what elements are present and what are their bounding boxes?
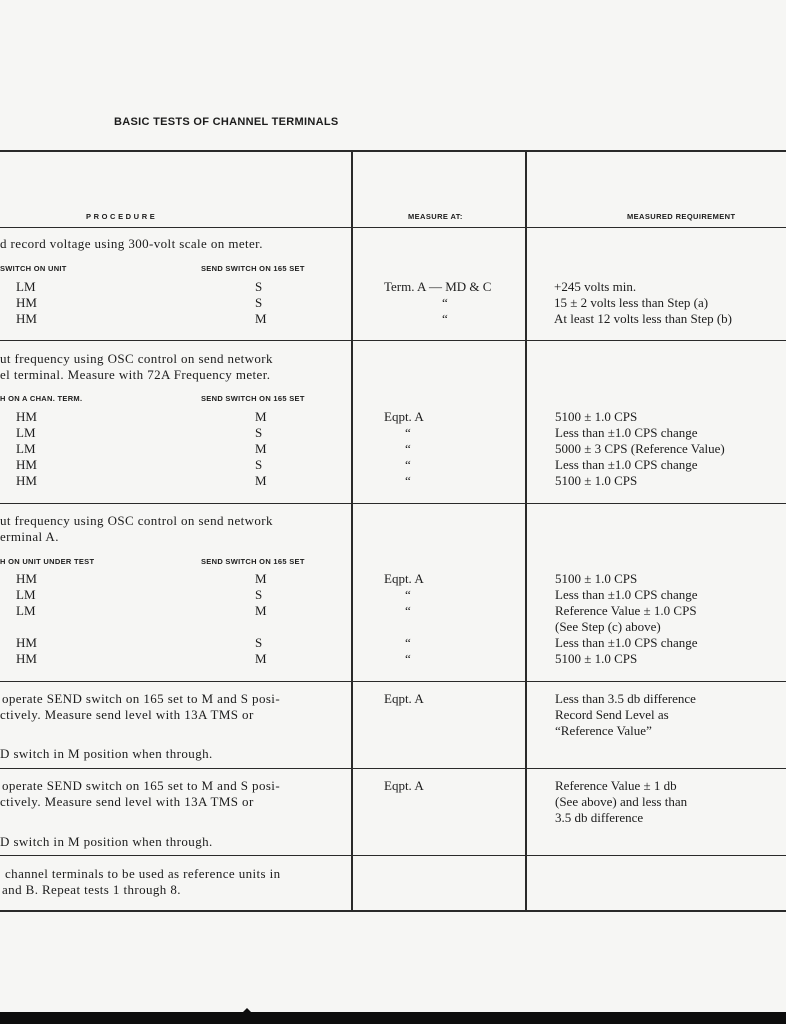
section3-row6-send: M — [255, 651, 267, 666]
section1-row2-measure: “ — [442, 295, 448, 310]
section2-subheader-right: SEND SWITCH ON 165 SET — [201, 394, 305, 403]
section3-row1-switch: HM — [16, 571, 37, 586]
section3-row5-switch: HM — [16, 635, 37, 650]
row-divider-4 — [0, 768, 786, 769]
section1-row3-switch: HM — [16, 311, 37, 326]
section1-row1-measure: Term. A — MD & C — [384, 279, 492, 294]
section2-row4-send: S — [255, 457, 263, 472]
section3-row3-requirement: Reference Value ± 1.0 CPS — [555, 603, 697, 618]
section3-row2-switch: LM — [16, 587, 36, 602]
scan-bottom-edge — [0, 1012, 786, 1024]
section1-row1-send: S — [255, 279, 263, 294]
section2-row3-switch: LM — [16, 441, 36, 456]
section3-row2-requirement: Less than ±1.0 CPS change — [555, 587, 698, 602]
section3-row5-send: S — [255, 635, 263, 650]
section2-row2-measure: “ — [405, 425, 411, 440]
section4-requirement-line3: “Reference Value” — [555, 723, 652, 738]
section1-row2-requirement: 15 ± 2 volts less than Step (a) — [554, 295, 709, 310]
section4-requirement-line2: Record Send Level as — [555, 707, 669, 722]
section5-requirement-line2: (See above) and less than — [555, 794, 688, 809]
section1-row3-requirement: At least 12 volts less than Step (b) — [554, 311, 733, 326]
section5-measure: Eqpt. A — [384, 778, 424, 793]
section2-row2-switch: LM — [16, 425, 36, 440]
section6-description-line1: channel terminals to be used as reference units in — [5, 866, 281, 881]
section2-row1-send: M — [255, 409, 267, 424]
row-divider-1 — [0, 340, 786, 341]
section2-row3-send: M — [255, 441, 267, 456]
section2-row2-send: S — [255, 425, 263, 440]
section2-row5-send: M — [255, 473, 267, 488]
row-divider-3 — [0, 681, 786, 682]
section2-description-line2: el terminal. Measure with 72A Frequency meter. — [0, 367, 271, 382]
requirement-header: MEASURED REQUIREMENT — [627, 212, 736, 221]
section2-row4-switch: HM — [16, 457, 37, 472]
section3-row2-measure: “ — [405, 587, 411, 602]
section1-subheader-left: SWITCH ON UNIT — [0, 264, 67, 273]
procedure-header: PROCEDURE — [86, 212, 158, 221]
column-divider-2 — [525, 150, 527, 912]
section5-description-line2: ctively. Measure send level with 13A TMS or — [0, 794, 254, 809]
section1-row2-send: S — [255, 295, 263, 310]
scan-edge-notch — [242, 1008, 252, 1013]
table-top-rule — [0, 150, 786, 152]
section1-subheader-right: SEND SWITCH ON 165 SET — [201, 264, 305, 273]
section1-row1-requirement: +245 volts min. — [554, 279, 637, 294]
section3-subheader-right: SEND SWITCH ON 165 SET — [201, 557, 305, 566]
section2-row2-requirement: Less than ±1.0 CPS change — [555, 425, 698, 440]
section5-requirement-line1: Reference Value ± 1 db — [555, 778, 677, 793]
section1-row2-switch: HM — [16, 295, 37, 310]
section2-row1-measure: Eqpt. A — [384, 409, 424, 424]
section2-row5-requirement: 5100 ± 1.0 CPS — [555, 473, 638, 488]
section2-row1-switch: HM — [16, 409, 37, 424]
section6-description-line2: and B. Repeat tests 1 through 8. — [2, 882, 181, 897]
measure-at-header: MEASURE AT: — [408, 212, 463, 221]
section3-row3-measure: “ — [405, 603, 411, 618]
section2-row5-switch: HM — [16, 473, 37, 488]
header-bottom-rule — [0, 227, 786, 228]
section2-subheader-left: H ON A CHAN. TERM. — [0, 394, 83, 403]
section3-description-line2: erminal A. — [0, 529, 59, 544]
section3-description-line1: ut frequency using OSC control on send network — [0, 513, 273, 528]
section4-description-line2: ctively. Measure send level with 13A TMS or — [0, 707, 254, 722]
section3-row4-requirement: (See Step (c) above) — [555, 619, 661, 634]
section2-row1-requirement: 5100 ± 1.0 CPS — [555, 409, 638, 424]
section1-row3-send: M — [255, 311, 267, 326]
section3-row6-measure: “ — [405, 651, 411, 666]
section5-requirement-line3: 3.5 db difference — [555, 810, 644, 825]
section4-note: D switch in M position when through. — [0, 746, 213, 761]
section5-description-line1: operate SEND switch on 165 set to M and S posi- — [2, 778, 281, 793]
section4-requirement-line1: Less than 3.5 db difference — [555, 691, 696, 706]
section2-row4-measure: “ — [405, 457, 411, 472]
section1-row3-measure: “ — [442, 311, 448, 326]
section3-row3-switch: LM — [16, 603, 36, 618]
section3-row6-requirement: 5100 ± 1.0 CPS — [555, 651, 638, 666]
section2-row4-requirement: Less than ±1.0 CPS change — [555, 457, 698, 472]
section3-row5-measure: “ — [405, 635, 411, 650]
page-title: BASIC TESTS OF CHANNEL TERMINALS — [114, 116, 339, 128]
section2-row3-measure: “ — [405, 441, 411, 456]
section3-subheader-left: H ON UNIT UNDER TEST — [0, 557, 95, 566]
row-divider-5 — [0, 855, 786, 856]
section5-note: D switch in M position when through. — [0, 834, 213, 849]
table-bottom-rule — [0, 910, 786, 912]
section1-row1-switch: LM — [16, 279, 36, 294]
section4-description-line1: operate SEND switch on 165 set to M and S posi- — [2, 691, 281, 706]
section3-row1-send: M — [255, 571, 267, 586]
section3-row6-switch: HM — [16, 651, 37, 666]
section2-row5-measure: “ — [405, 473, 411, 488]
section2-row3-requirement: 5000 ± 3 CPS (Reference Value) — [555, 441, 725, 456]
section4-measure: Eqpt. A — [384, 691, 424, 706]
row-divider-2 — [0, 503, 786, 504]
section3-row1-measure: Eqpt. A — [384, 571, 424, 586]
column-divider-1 — [351, 150, 353, 912]
section3-row5-requirement: Less than ±1.0 CPS change — [555, 635, 698, 650]
section3-row1-requirement: 5100 ± 1.0 CPS — [555, 571, 638, 586]
section1-description: d record voltage using 300-volt scale on meter. — [0, 236, 263, 251]
section2-description-line1: ut frequency using OSC control on send network — [0, 351, 273, 366]
section3-row3-send: M — [255, 603, 267, 618]
section3-row2-send: S — [255, 587, 263, 602]
